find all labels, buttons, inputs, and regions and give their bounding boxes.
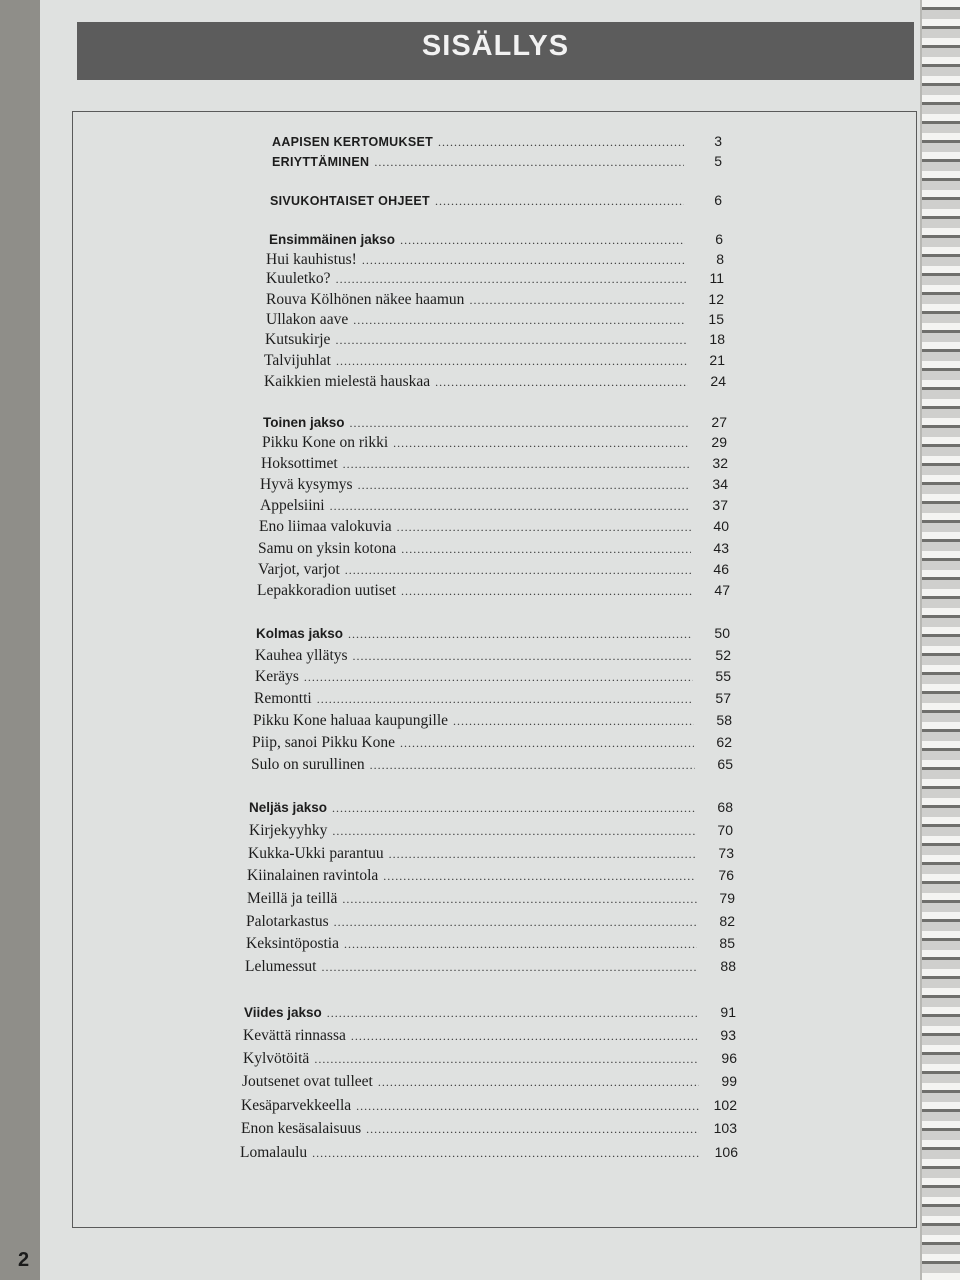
toc-entry-row — [258, 540, 729, 558]
dot-leader — [342, 892, 697, 907]
toc-page-number: 29 — [711, 434, 727, 450]
toc-entry-row — [265, 331, 725, 349]
dot-leader — [332, 801, 695, 816]
toc-entry-row — [248, 845, 734, 863]
toc-page-number: 12 — [708, 291, 724, 307]
dot-leader — [327, 1006, 698, 1021]
toc-label: Pikku Kone haluaa kaupungille — [253, 712, 448, 729]
dot-leader — [397, 520, 691, 535]
toc-page-number: 5 — [714, 153, 722, 169]
toc-label: ERIYTTÄMINEN — [272, 155, 370, 169]
toc-label: Keräys — [255, 668, 299, 685]
toc-page-number: 82 — [719, 913, 735, 929]
dot-leader — [332, 824, 695, 839]
toc-entry-row — [258, 561, 729, 579]
toc-label: Hoksottimet — [261, 455, 338, 472]
toc-entry-row — [241, 1120, 737, 1138]
dot-leader — [389, 847, 696, 862]
dot-leader — [362, 253, 686, 268]
toc-label: Kauhea yllätys — [255, 647, 348, 664]
dot-leader — [400, 736, 694, 751]
dot-leader — [366, 1122, 699, 1137]
toc-label: Enon kesäsalaisuus — [241, 1120, 362, 1137]
dot-leader — [334, 915, 697, 930]
toc-label: Kukka-Ukki parantuu — [248, 845, 384, 862]
dot-leader — [351, 1029, 698, 1044]
page-title: SISÄLLYS — [421, 30, 570, 62]
dot-leader — [314, 1052, 699, 1067]
toc-entry-row — [260, 476, 728, 494]
toc-entry-row — [246, 913, 735, 931]
toc-page-number: 32 — [712, 455, 728, 471]
dot-leader — [321, 960, 698, 975]
dot-leader — [438, 135, 684, 150]
toc-entry-row — [270, 192, 722, 209]
dot-leader — [344, 937, 697, 952]
toc-label: Hyvä kysymys — [260, 476, 353, 493]
dot-leader — [336, 272, 686, 287]
toc-label: Kutsukirje — [265, 331, 331, 348]
toc-entry-row — [251, 756, 733, 774]
toc-label: Kesäparvekkeella — [241, 1097, 352, 1114]
toc-page-number: 55 — [715, 668, 731, 684]
toc-label: Rouva Kölhönen näkee haamun — [266, 291, 465, 308]
toc-label: Neljäs jakso — [249, 800, 328, 815]
toc-page-number: 3 — [714, 133, 722, 149]
toc-label: Lelumessut — [245, 958, 317, 975]
dot-leader — [393, 436, 689, 451]
toc-entry-row — [266, 291, 724, 309]
toc-page-number: 6 — [714, 192, 722, 208]
toc-section-row — [244, 1004, 736, 1021]
toc-entry-row — [259, 518, 729, 536]
toc-label: Kiinalainen ravintola — [247, 867, 379, 884]
toc-page-number: 47 — [714, 582, 730, 598]
toc-page-number: 57 — [715, 690, 731, 706]
toc-entry-row — [266, 270, 724, 288]
toc-entry-row — [255, 647, 731, 665]
toc-label: Pikku Kone on rikki — [262, 434, 389, 451]
toc-label: Kuuletko? — [266, 270, 331, 287]
toc-page-number: 70 — [717, 822, 733, 838]
toc-page-number: 6 — [715, 231, 723, 247]
dot-leader — [353, 649, 693, 664]
toc-entry-row — [247, 890, 735, 908]
toc-entry-row — [261, 455, 728, 473]
dot-leader — [370, 758, 695, 773]
toc-page-number: 62 — [716, 734, 732, 750]
dot-leader — [356, 1099, 699, 1114]
toc-label: Viides jakso — [244, 1005, 322, 1020]
toc-page-number: 50 — [714, 625, 730, 641]
dot-leader — [336, 354, 687, 369]
toc-section-row — [263, 414, 727, 431]
toc-page-number: 96 — [721, 1050, 737, 1066]
dot-leader — [348, 627, 692, 642]
dot-leader — [304, 670, 693, 685]
toc-page-number: 58 — [716, 712, 732, 728]
toc-page-number: 21 — [709, 352, 725, 368]
toc-page-number: 18 — [709, 331, 725, 347]
toc-entry-row — [245, 958, 736, 976]
dot-leader — [401, 584, 692, 599]
toc-label: Toinen jakso — [263, 415, 345, 430]
dot-leader — [317, 692, 693, 707]
toc-label: Samu on yksin kotona — [258, 540, 397, 557]
toc-label: Piip, sanoi Pikku Kone — [252, 734, 395, 751]
toc-page-number: 85 — [719, 935, 735, 951]
toc-section-row — [269, 231, 723, 248]
dot-leader — [378, 1075, 699, 1090]
toc-label: Sulo on surullinen — [251, 756, 365, 773]
toc-entry-row — [247, 867, 734, 885]
toc-entry-row — [272, 153, 722, 170]
toc-page-number: 15 — [708, 311, 724, 327]
toc-label: Kylvötöitä — [243, 1050, 310, 1067]
toc-label: Palotarkastus — [246, 913, 329, 930]
toc-entry-row — [254, 690, 731, 708]
toc-page-number: 102 — [713, 1097, 737, 1113]
toc-entry-row — [266, 251, 724, 269]
toc-label: Meillä ja teillä — [247, 890, 338, 907]
toc-page-number: 99 — [721, 1073, 737, 1089]
dot-leader — [330, 499, 690, 514]
toc-entry-row — [240, 1144, 738, 1162]
toc-entry-row — [260, 497, 728, 515]
page-number: 2 — [18, 1249, 30, 1271]
toc-page-number: 8 — [716, 251, 724, 267]
dot-leader — [312, 1146, 700, 1161]
toc-entry-row — [253, 712, 732, 730]
toc-entry-row — [272, 133, 722, 150]
toc-label: Varjot, varjot — [258, 561, 340, 578]
toc-label: Keksintöpostia — [246, 935, 339, 952]
toc-page-number: 46 — [713, 561, 729, 577]
toc-entry-row — [243, 1050, 737, 1068]
toc-label: Kolmas jakso — [256, 626, 344, 641]
toc-entry-row — [252, 734, 732, 752]
toc-entry-row — [246, 935, 735, 953]
toc-label: Lomalaulu — [240, 1144, 308, 1161]
toc-page-number: 52 — [715, 647, 731, 663]
toc-page-number: 76 — [718, 867, 734, 883]
toc-page-number: 91 — [720, 1004, 736, 1020]
toc-entry-row — [266, 311, 724, 329]
dot-leader — [374, 155, 684, 170]
toc-label: Ensimmäinen jakso — [269, 232, 396, 247]
toc-entry-row — [264, 373, 726, 391]
toc-label: Hui kauhistus! — [266, 251, 357, 268]
toc-page-number: 73 — [718, 845, 734, 861]
toc-entry-row — [257, 582, 730, 600]
toc-page-number: 27 — [711, 414, 727, 430]
toc-page-number: 43 — [713, 540, 729, 556]
dot-leader — [453, 714, 694, 729]
toc-page-number: 11 — [709, 270, 724, 286]
dot-leader — [469, 293, 686, 308]
toc-label: Lepakkoradion uutiset — [257, 582, 397, 599]
toc-label: SIVUKOHTAISET OHJEET — [270, 194, 430, 208]
toc-page-number: 68 — [717, 799, 733, 815]
toc-page-number: 106 — [714, 1144, 738, 1160]
toc-label: Eno liimaa valokuvia — [259, 518, 392, 535]
toc-entry-row — [243, 1027, 736, 1045]
toc-entry-row — [242, 1073, 737, 1091]
dot-leader — [435, 375, 688, 390]
toc-page-number: 65 — [717, 756, 733, 772]
toc-label: Remontti — [254, 690, 312, 707]
toc-page-number: 24 — [710, 373, 726, 389]
toc-page-number: 79 — [719, 890, 735, 906]
toc-page-number: 34 — [712, 476, 728, 492]
dot-leader — [435, 194, 684, 209]
toc-page-number: 40 — [713, 518, 729, 534]
toc-entry-row — [262, 434, 727, 452]
toc-entry-row — [249, 822, 733, 840]
toc-label: Kevättä rinnassa — [243, 1027, 346, 1044]
dot-leader — [383, 869, 696, 884]
toc-label: AAPISEN KERTOMUKSET — [272, 135, 434, 149]
toc-section-row — [256, 625, 730, 642]
toc-section-row — [249, 799, 733, 816]
toc-page-number: 103 — [713, 1120, 737, 1136]
toc-label: Appelsiini — [260, 497, 325, 514]
toc-entry-row — [264, 352, 725, 370]
toc-label: Kirjekyyhky — [249, 822, 328, 839]
toc-page-number: 93 — [720, 1027, 736, 1043]
toc-label: Ullakon aave — [266, 311, 349, 328]
toc-label: Talvijuhlat — [264, 352, 331, 369]
toc-label: Joutsenet ovat tulleet — [242, 1073, 373, 1090]
toc-label: Kaikkien mielestä hauskaa — [264, 373, 431, 390]
dot-leader — [400, 233, 685, 248]
dot-leader — [401, 542, 691, 557]
dot-leader — [343, 457, 690, 472]
dot-leader — [358, 478, 690, 493]
dot-leader — [335, 333, 687, 348]
dot-leader — [345, 563, 691, 578]
dot-leader — [353, 313, 686, 328]
toc-entry-row — [255, 668, 731, 686]
dot-leader — [350, 416, 689, 431]
toc-entry-row — [241, 1097, 737, 1115]
toc-page-number: 37 — [712, 497, 728, 513]
toc-page-number: 88 — [720, 958, 736, 974]
